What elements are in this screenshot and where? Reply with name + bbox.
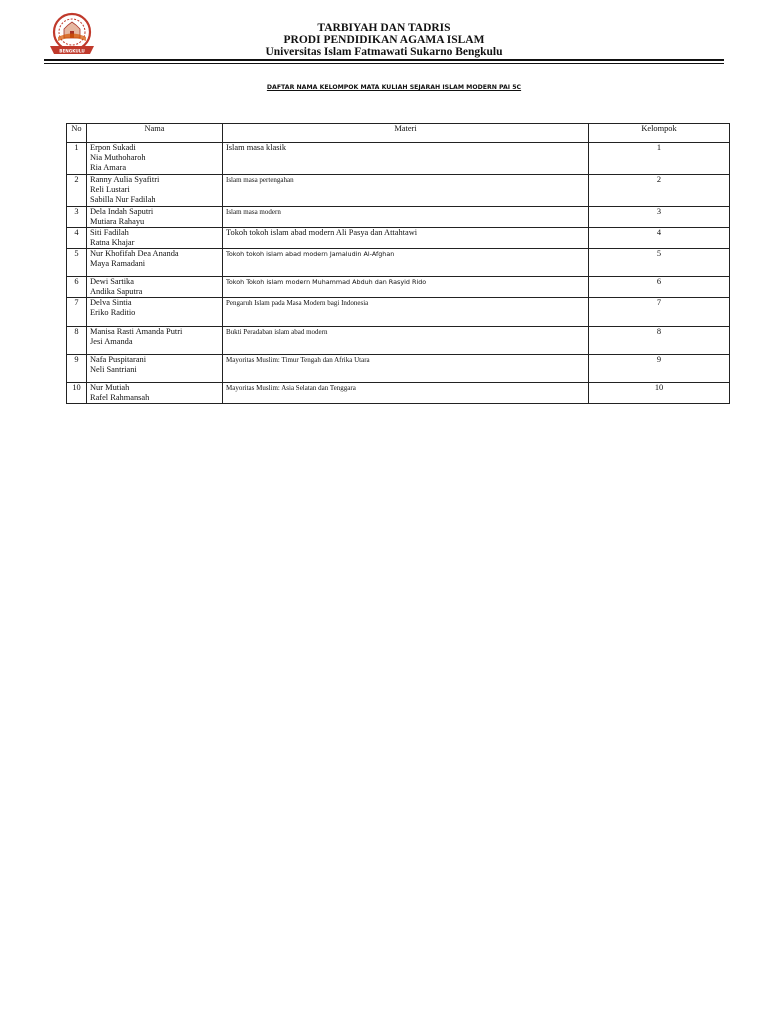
cell-kelompok: 6 bbox=[589, 277, 730, 298]
member-name: Neli Santriani bbox=[90, 365, 137, 374]
member-name: Reli Lustari bbox=[90, 185, 130, 194]
logo-banner-text: BENGKULU bbox=[59, 48, 85, 54]
table-row bbox=[67, 228, 730, 249]
cell-materi: Tokoh Tokoh islam modern Muhammad Abduh dan Rasyid Rido bbox=[223, 277, 589, 298]
cell-materi: Islam masa klasik bbox=[223, 143, 589, 175]
table-row bbox=[67, 327, 730, 355]
table-row bbox=[67, 175, 730, 207]
cell-nama bbox=[87, 207, 223, 228]
column-header-no: No bbox=[67, 124, 87, 143]
member-name: Dewi Sartika bbox=[90, 277, 134, 286]
column-header-nama: Nama bbox=[87, 124, 223, 143]
cell-no: 8 bbox=[67, 327, 87, 355]
member-name: Ranny Aulia Syafitri bbox=[90, 175, 160, 184]
letterhead-rule-thin bbox=[44, 63, 724, 64]
letterhead-program: PRODI PENDIDIKAN AGAMA ISLAM bbox=[283, 34, 485, 46]
member-name: Nur Khofifah Dea Ananda bbox=[90, 249, 179, 258]
table-row bbox=[67, 298, 730, 327]
member-name: Andika Saputra bbox=[90, 287, 143, 296]
column-header-kelompok: Kelompok bbox=[589, 124, 730, 143]
cell-kelompok: 4 bbox=[589, 228, 730, 249]
cell-materi: Tokoh tokoh islam abad modern Ali Pasya dan Attahtawi bbox=[223, 228, 589, 249]
cell-no: 10 bbox=[67, 383, 87, 404]
cell-nama bbox=[87, 249, 223, 277]
letterhead-faculty: TARBIYAH DAN TADRIS bbox=[317, 22, 451, 34]
member-name: Sabilla Nur Fadilah bbox=[90, 195, 156, 204]
table-row bbox=[67, 383, 730, 404]
cell-no: 3 bbox=[67, 207, 87, 228]
cell-materi: Islam masa modern bbox=[223, 207, 589, 228]
member-name: Manisa Rasti Amanda Putri bbox=[90, 327, 183, 336]
cell-materi: Pengaruh Islam pada Masa Modern bagi Indonesia bbox=[223, 298, 589, 327]
document-title: DAFTAR NAMA KELOMPOK MATA KULIAH SEJARAH ISLAM MODERN PAI 5C bbox=[266, 84, 522, 91]
cell-kelompok: 2 bbox=[589, 175, 730, 207]
member-name: Ria Amara bbox=[90, 163, 127, 172]
cell-no: 6 bbox=[67, 277, 87, 298]
member-name: Siti Fadilah bbox=[90, 228, 129, 237]
cell-nama bbox=[87, 277, 223, 298]
cell-kelompok: 5 bbox=[589, 249, 730, 277]
table-row bbox=[67, 249, 730, 277]
member-name: Nur Mutiah bbox=[90, 383, 130, 392]
cell-nama bbox=[87, 298, 223, 327]
cell-kelompok: 10 bbox=[589, 383, 730, 404]
member-name: Nafa Puspitarani bbox=[90, 355, 147, 364]
member-name: Maya Ramadani bbox=[90, 259, 146, 268]
cell-nama bbox=[87, 327, 223, 355]
member-name: Delva Sintia bbox=[90, 298, 132, 307]
cell-kelompok: 1 bbox=[589, 143, 730, 175]
table-row bbox=[67, 277, 730, 298]
member-name: Erpon Sukadi bbox=[90, 143, 136, 152]
cell-materi: Mayoritas Muslim: Timur Tengah dan Afrika Utara bbox=[223, 355, 589, 383]
cell-no: 5 bbox=[67, 249, 87, 277]
cell-kelompok: 7 bbox=[589, 298, 730, 327]
table-row bbox=[67, 207, 730, 228]
cell-no: 1 bbox=[67, 143, 87, 175]
member-name: Dela Indah Saputri bbox=[90, 207, 154, 216]
letterhead-university: Universitas Islam Fatmawati Sukarno Bengkulu bbox=[265, 46, 503, 58]
column-header-materi: Materi bbox=[223, 124, 589, 143]
member-name: Eriko Raditio bbox=[90, 308, 136, 317]
table-header-row bbox=[67, 124, 730, 143]
cell-materi: Islam masa pertengahan bbox=[223, 175, 589, 207]
member-name: Rafel Rahmansah bbox=[90, 393, 150, 402]
cell-nama bbox=[87, 143, 223, 175]
cell-nama bbox=[87, 355, 223, 383]
cell-kelompok: 9 bbox=[589, 355, 730, 383]
cell-materi: Mayoritas Muslim: Asia Selatan dan Tenggara bbox=[223, 383, 589, 404]
group-table bbox=[66, 123, 730, 404]
table-row bbox=[67, 355, 730, 383]
cell-kelompok: 3 bbox=[589, 207, 730, 228]
member-name: Nia Muthoharoh bbox=[90, 153, 146, 162]
cell-nama bbox=[87, 175, 223, 207]
table-row bbox=[67, 143, 730, 175]
cell-no: 2 bbox=[67, 175, 87, 207]
cell-materi: Tokoh tokoh islam abad modern Jamaludin Al-Afghan bbox=[223, 249, 589, 277]
cell-kelompok: 8 bbox=[589, 327, 730, 355]
member-name: Ratna Khajar bbox=[90, 238, 135, 247]
cell-nama bbox=[87, 383, 223, 404]
letterhead-rule-thick bbox=[44, 59, 724, 61]
member-name: Jesi Amanda bbox=[90, 337, 133, 346]
cell-no: 7 bbox=[67, 298, 87, 327]
member-name: Mutiara Rahayu bbox=[90, 217, 145, 226]
cell-no: 4 bbox=[67, 228, 87, 249]
cell-materi: Bukti Peradaban islam abad modern bbox=[223, 327, 589, 355]
cell-nama bbox=[87, 228, 223, 249]
cell-no: 9 bbox=[67, 355, 87, 383]
